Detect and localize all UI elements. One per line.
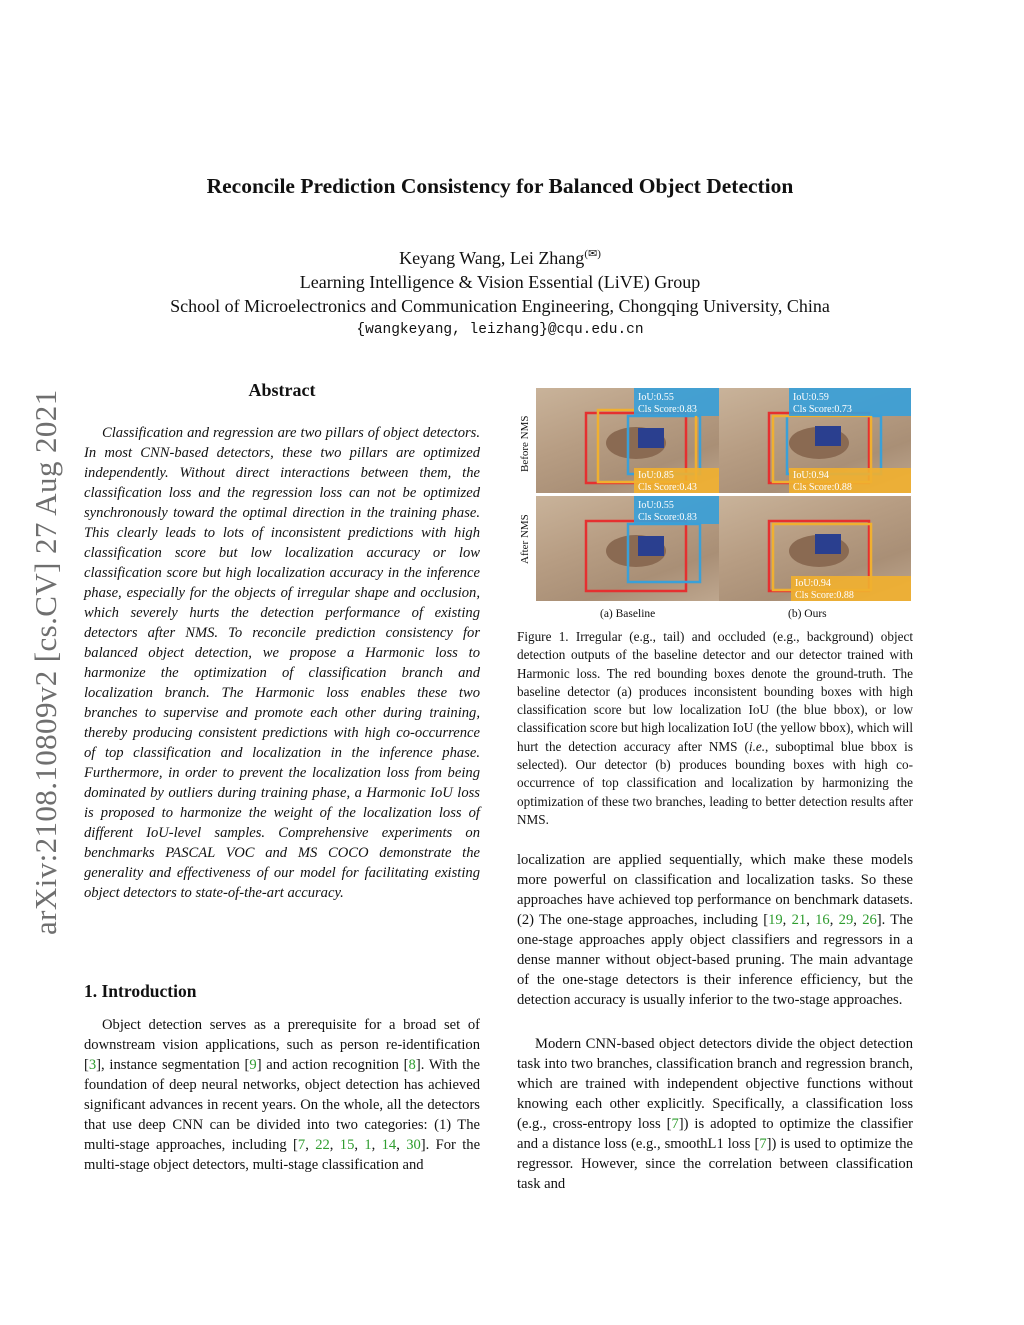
subcaption-ours: (b) Ours	[788, 608, 827, 620]
blue-iou-label: IoU:0.59	[793, 392, 829, 403]
authors: Keyang Wang, Lei Zhang	[399, 248, 585, 268]
row-label-after-nms: After NMS	[519, 514, 531, 564]
citation-link[interactable]: 21	[791, 912, 807, 928]
citation-link[interactable]: 8	[408, 1057, 416, 1073]
right-paragraph-1: localization are applied sequentially, which make these models more powerful on classification and localization tasks. So these approaches have achieved top performance on benchmark datasets. (2) The one-stage approaches, including [19, 21, 16, 29, 26]. The one-stage approaches apply object classifiers and regressors in a dense manner without object-based pruning. The main advantage of the one-stage detectors is their inference efficiency, but the detection accuracy is usually inferior to the two-stage approaches.	[517, 852, 914, 1008]
row-label-before-nms: Before NMS	[519, 415, 531, 472]
citation-link[interactable]: 19	[768, 912, 783, 928]
text: ]. For the multi-stage object detectors, multi-stage classification and	[84, 1137, 481, 1173]
dog-jacket	[815, 426, 841, 446]
text: ], instance segmentation [	[96, 1057, 250, 1073]
citation-link[interactable]: 7	[759, 1136, 767, 1152]
citation-link[interactable]: 3	[88, 1057, 97, 1073]
yellow-iou-label: IoU:0.94	[795, 578, 831, 589]
right-paragraph-2	[517, 1034, 913, 1194]
yellow-score-label: Cls Score:0.43	[638, 482, 697, 493]
blue-score-label: Cls Score:0.73	[793, 404, 852, 415]
intro-heading: 1. Introduction	[84, 981, 197, 1001]
yellow-iou-label: IoU:0.94	[793, 470, 829, 481]
dog-jacket	[638, 428, 664, 448]
detection-scene	[719, 388, 911, 493]
blue-iou-label: IoU:0.55	[638, 500, 674, 511]
figure-1-caption	[517, 628, 913, 829]
blue-iou-label: IoU:0.55	[638, 392, 674, 403]
paper-title: Reconcile Prediction Consistency for Balanced Object Detection	[206, 174, 794, 198]
author-block	[0, 242, 1000, 342]
detection-scene	[536, 496, 728, 601]
yellow-iou-label: IoU:0.85	[638, 470, 674, 481]
citation-link[interactable]: 9	[249, 1057, 257, 1073]
citation-link[interactable]: 30	[406, 1137, 421, 1153]
citation-link[interactable]: 16	[815, 912, 830, 928]
citation-link[interactable]: 1	[364, 1137, 372, 1153]
citation-link[interactable]: 15	[339, 1137, 355, 1153]
text: localization are applied sequentially, which make these models more powerful on classification and localization tasks. So these approaches have achieved top performance on benchmark datasets. (2) The one-stage approaches, including [	[517, 852, 913, 928]
subcaption-baseline: (a) Baseline	[600, 608, 656, 620]
affiliation-school: School of Microelectronics and Communication Engineering, Chongqing University, China	[170, 296, 830, 316]
text: ] and action recognition [	[256, 1057, 409, 1073]
citation-link[interactable]: 7	[297, 1137, 306, 1153]
text: ]) is used to optimize the regressor. However, since the correlation between classification task and	[517, 1136, 913, 1192]
citation-link[interactable]: 26	[862, 912, 877, 928]
dog-jacket	[815, 534, 841, 554]
panel-ours-after-nms	[719, 496, 911, 601]
blue-score-label: Cls Score:0.83	[638, 404, 697, 415]
detection-scene	[719, 496, 911, 601]
abstract-heading: Abstract	[248, 380, 316, 400]
dog-jacket	[638, 536, 664, 556]
text: , suboptimal blue bbox is selected). Our detector (b) produces bounding boxes with high co-occurrence of top classification and localization by harmonizing the optimization of these two branches, leading to better detection results after NMS.	[517, 738, 913, 827]
citation-link[interactable]: 29	[838, 912, 854, 928]
text: Modern CNN-based object detectors divide the object detection task into two branches, classification branch and regression branch, which are trained with independent objective functions without knowing each other explicitly. Specifically, a classification loss (e.g., cross-entropy loss [	[517, 1036, 913, 1132]
citation-link[interactable]: 7	[671, 1116, 679, 1132]
blue-score-label: Cls Score:0.83	[638, 512, 697, 523]
yellow-score-label: Cls Score:0.88	[795, 590, 854, 601]
panel-baseline-after-nms	[536, 496, 728, 601]
text: ]. With the foundation of deep neural networks, object detection has achieved significant advances in recent years. On the whole, all the detectors that use deep CNN can be divided into two categories: (1) The multi-stage approaches, including [	[84, 1057, 480, 1153]
text: ]) is adopted to optimize the classifier and a distance loss (e.g., smoothL1 loss [	[517, 1116, 913, 1152]
panel-ours-before-nms	[719, 388, 911, 493]
text: Figure 1. Irregular (e.g., tail) and occluded (e.g., background) object detection outputs of the baseline detector and our detector trained with Harmonic loss. The red bounding boxes denote the ground-truth. The baseline detector (a) produces inconsistent bounding boxes with high classification score but low localization IoU (the blue bbox), or low classification score but high localization IoU (the yellow bbox), which will hurt the detection accuracy after NMS (	[517, 629, 913, 754]
text: ]. The one-stage approaches apply object classifiers and regressors in a dense manner without object-based pruning. The main advantage of the one-stage detectors is their inference efficiency, but the detection accuracy is usually inferior to the two-stage approaches.	[517, 912, 914, 1008]
yellow-score-label: Cls Score:0.88	[793, 482, 852, 493]
text: Object detection serves as a prerequisite for a broad set of downstream vision applications, such as person re-identification [	[84, 1017, 480, 1073]
panel-baseline-before-nms	[536, 388, 728, 493]
text: i.e.	[748, 738, 766, 754]
affiliation-group: Learning Intelligence & Vision Essential (LiVE) Group	[299, 272, 701, 292]
intro-paragraph: Object detection serves as a prerequisite for a broad set of downstream vision applications, such as person re-identification [3], instance segmentation [9] and action recognition [8]. With the foundation of deep neural networks, object detection has achieved significant advances in recent years. On the whole, all the detectors that use deep CNN can be divided into two categories: (1) The multi-stage approaches, including [7, 22, 15, 1, 14, 30]. For the multi-stage object detectors, multi-stage classification and	[84, 1017, 481, 1173]
citation-link[interactable]: 14	[381, 1137, 397, 1153]
corresponding-mark: (✉)	[584, 248, 601, 260]
arxiv-stamp: arXiv:2108.10809v2 [cs.CV] 27 Aug 2021	[28, 389, 63, 935]
email: {wangkeyang, leizhang}@cqu.edu.cn	[356, 322, 644, 338]
figure-1	[512, 384, 912, 624]
citation-link[interactable]: 22	[315, 1137, 330, 1153]
abstract-text: Classification and regression are two pillars of object detectors. In most CNN-based detectors, these two pillars are optimized independently. Without direct interactions between them, the classification loss and the regression loss can not be optimized synchronously toward the optimal direction in the training phase. This clearly leads to lots of inconsistent predictions with high classification score but low localization accuracy or low classification score but high localization accuracy in the inference phase, especially for the objects of irregular shape and occlusion, which severely hurts the detection performance of existing detectors after NMS. To reconcile prediction consistency for balanced object detection, we propose a Harmonic loss to harmonize the optimization of classification branch and localization branch. The Harmonic loss enables these two branches to supervise and promote each other during training, thereby producing consistent predictions with high co-occurrence of top classification and localization in the inference phase. Furthermore, in order to prevent the localization loss from being dominated by outliers during training phase, a Harmonic IoU loss is proposed to harmonize the weight of the localization loss of different IoU-level samples. Comprehensive experiments on benchmarks PASCAL VOC and MS COCO demonstrate the generality and effectiveness of our model for facilitating existing object detectors to state-of-the-art accuracy.	[84, 425, 480, 901]
detection-scene	[536, 388, 728, 493]
